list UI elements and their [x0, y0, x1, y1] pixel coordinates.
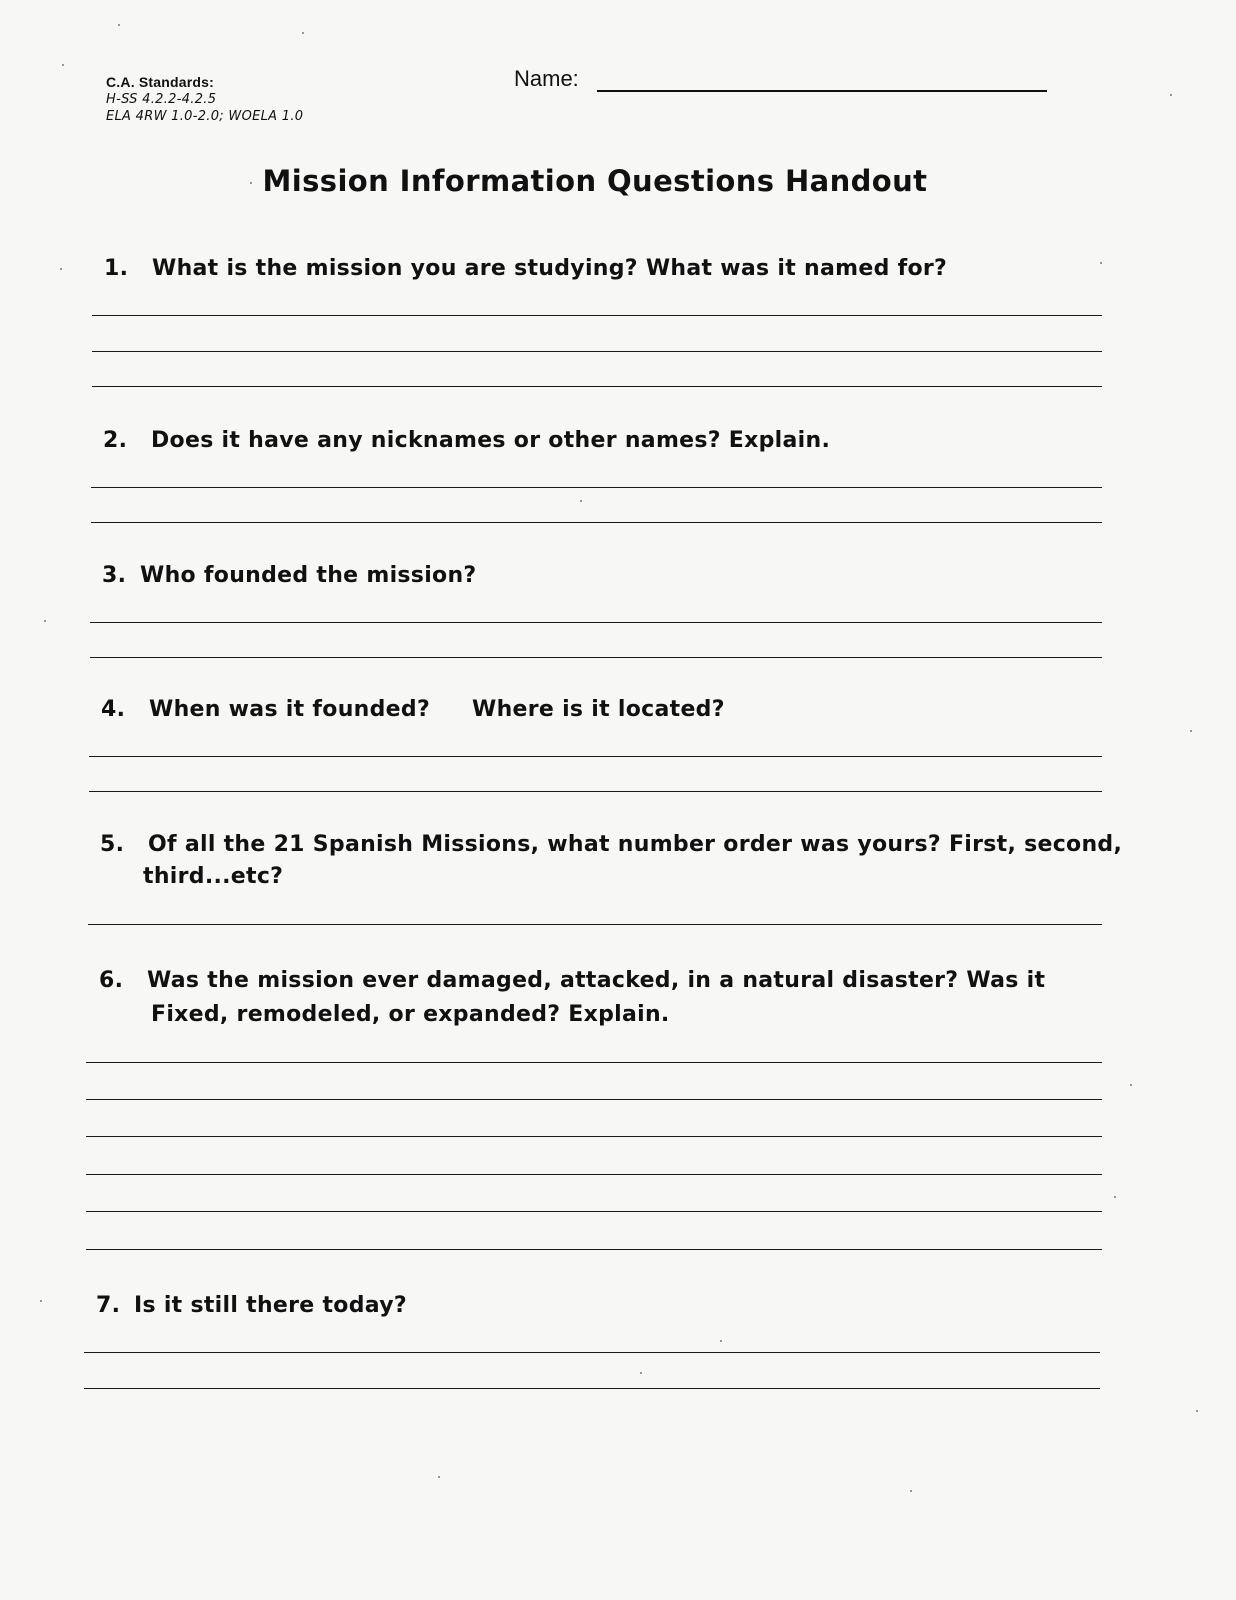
answer-line[interactable] [86, 1136, 1102, 1137]
question-1 [104, 252, 947, 285]
question-text-when: When was it founded? [149, 697, 430, 722]
scan-speck [640, 1372, 642, 1374]
question-number: 7. [96, 1293, 121, 1318]
answer-line[interactable] [86, 1062, 1102, 1063]
question-5 [100, 828, 1122, 861]
question-text: Does it have any nicknames or other names? Explain. [151, 428, 831, 453]
question-number: 4. [101, 697, 126, 722]
standards-block [106, 74, 426, 125]
answer-line[interactable] [84, 1352, 1100, 1353]
answer-line[interactable] [84, 1388, 1100, 1389]
name-field[interactable] [514, 66, 1054, 96]
question-6 [99, 964, 1045, 997]
question-number: 6. [99, 968, 124, 993]
answer-line[interactable] [92, 315, 1102, 316]
question-7 [96, 1289, 407, 1322]
answer-line[interactable] [86, 1174, 1102, 1175]
question-5-continuation: third...etc? [143, 864, 284, 889]
scan-speck [60, 268, 62, 270]
question-text: Of all the 21 Spanish Missions, what number order was yours? First, second, [148, 832, 1123, 857]
scan-speck [1190, 730, 1192, 732]
answer-line[interactable] [90, 622, 1102, 623]
question-number: 2. [103, 428, 128, 453]
scan-speck [44, 620, 46, 622]
scan-speck [118, 24, 120, 26]
question-text: Who founded the mission? [140, 563, 477, 588]
page-title: Mission Information Questions Handout [262, 164, 928, 198]
answer-line[interactable] [91, 487, 1102, 488]
scan-speck [1100, 262, 1102, 264]
question-text: Was the mission ever damaged, attacked, in a natural disaster? Was it [147, 968, 1046, 993]
scan-speck [580, 500, 582, 502]
scan-speck [250, 182, 252, 184]
answer-line[interactable] [91, 522, 1102, 523]
scan-speck [1170, 94, 1172, 96]
standards-title: C.A. Standards: [106, 74, 215, 90]
question-3 [102, 559, 476, 592]
question-6-continuation: Fixed, remodeled, or expanded? Explain. [151, 1002, 670, 1027]
standards-line-ela: ELA 4RW 1.0-2.0; WOELA 1.0 [106, 109, 304, 124]
scan-speck [438, 1476, 440, 1478]
standards-line-hss: H-SS 4.2.2-4.2.5 [106, 92, 217, 107]
question-text-where: Where is it located? [472, 697, 725, 722]
scan-speck [910, 1490, 912, 1492]
scan-speck [1114, 1196, 1116, 1198]
answer-line[interactable] [86, 1249, 1102, 1250]
name-label: Name: [514, 66, 579, 91]
question-number: 3. [102, 563, 127, 588]
scan-speck [720, 1340, 722, 1342]
answer-line[interactable] [86, 1211, 1102, 1212]
answer-line[interactable] [90, 657, 1102, 658]
question-4 [101, 693, 725, 726]
name-answer-line[interactable] [597, 90, 1047, 92]
scan-speck [62, 64, 64, 66]
answer-line[interactable] [88, 924, 1102, 925]
question-text: What is the mission you are studying? What was it named for? [152, 256, 948, 281]
question-2 [103, 424, 830, 457]
question-number: 1. [104, 256, 129, 281]
answer-line[interactable] [92, 386, 1102, 387]
answer-line[interactable] [86, 1099, 1102, 1100]
answer-line[interactable] [89, 756, 1102, 757]
scan-speck [1130, 1084, 1132, 1086]
answer-line[interactable] [89, 791, 1102, 792]
question-text: Is it still there today? [134, 1293, 407, 1318]
answer-line[interactable] [92, 351, 1102, 352]
scan-speck [1196, 1410, 1198, 1412]
scan-speck [40, 1300, 42, 1302]
question-number: 5. [100, 832, 125, 857]
scan-speck [302, 32, 304, 34]
